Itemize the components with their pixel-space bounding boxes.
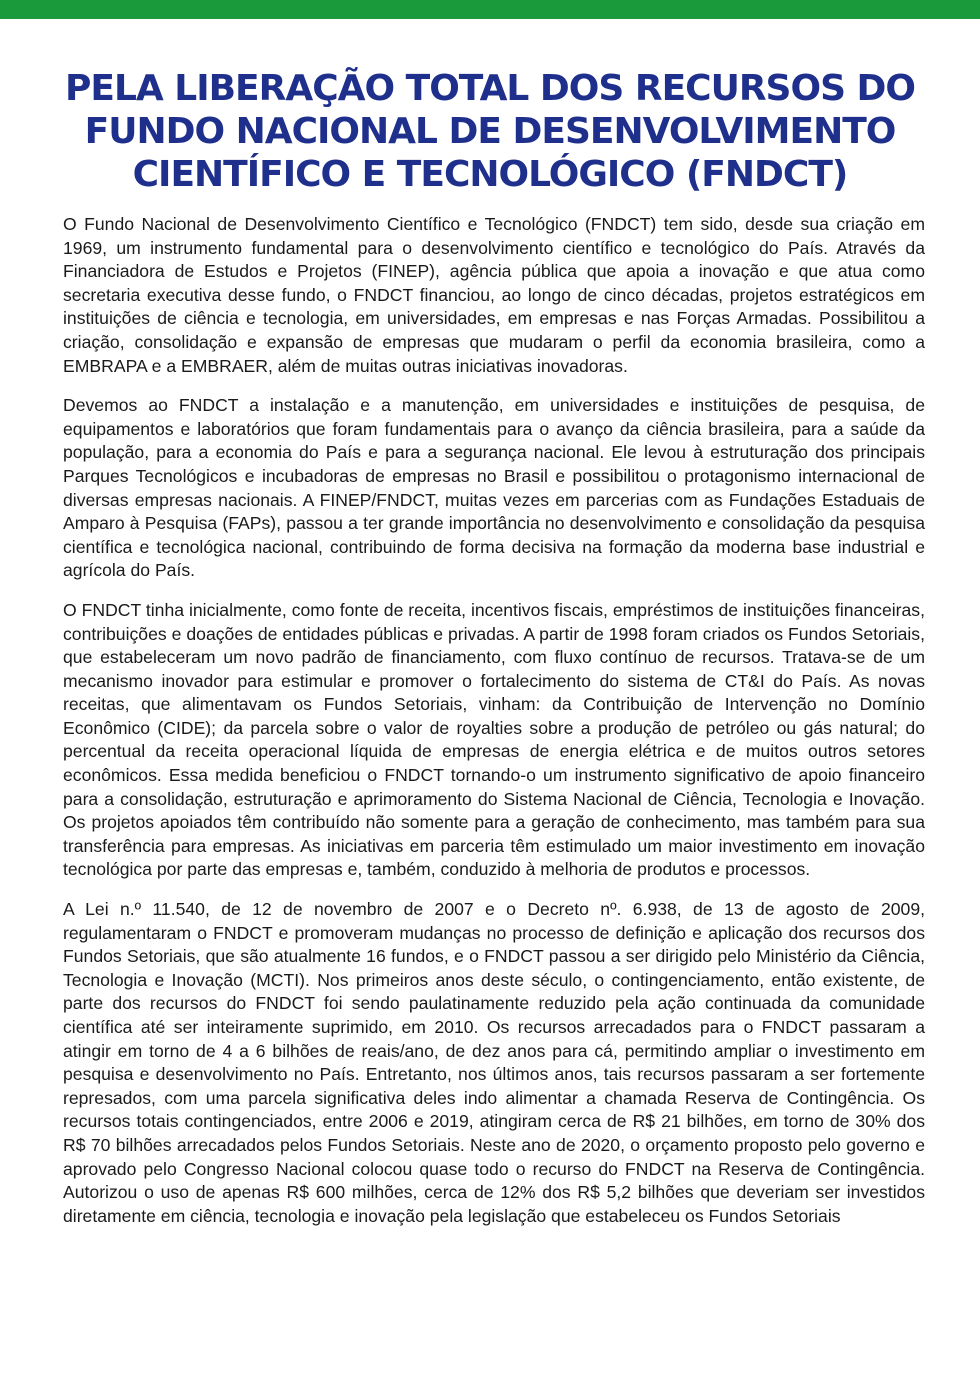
top-color-bar — [0, 0, 980, 19]
paragraph-2: Devemos ao FNDCT a instalação e a manutenção, em universidades e instituições de pesquisa, de equipamentos e laboratórios que foram fundamentais para o avanço da ciência brasileira, para a saúde da população, para a economia do País e para a segurança nacional. Ele levou à estruturação dos principais Parques Tecnológicos e incubadoras de empresas no Brasil e possibilitou o protagonismo internacional de diversas empresas nacionais. A FINEP/FNDCT, muitas vezes em parcerias com as Fundações Estaduais de Amparo à Pesquisa (FAPs), passou a ter grande importância no desenvolvimento e consolidação da pesquisa científica e tecnológica nacional, contribuindo de forma decisiva na formação da moderna base industrial e agrícola do País. — [63, 395, 925, 581]
paragraph-1: O Fundo Nacional de Desenvolvimento Científico e Tecnológico (FNDCT) tem sido, desde sua criação em 1969, um instrumento fundamental para o desenvolvimento científico e tecnológico do País. Através da Financiadora de Estudos e Projetos (FINEP), agência pública que apoia a inovação e que atua como secretaria executiva desse fundo, o FNDCT financiou, ao longo de cinco décadas, projetos estratégicos em instituições de ciência e tecnologia, em universidades, em empresas e nas Forças Armadas. Possibilitou a criação, consolidação e expansão de empresas que mudaram o perfil da economia brasileira, como a EMBRAPA e a EMBRAER, além de muitas outras iniciativas inovadoras. — [63, 214, 925, 376]
title-line-1: PELA LIBERAÇÃO TOTAL DOS RECURSOS DO — [64, 68, 916, 109]
paragraph-3: O FNDCT tinha inicialmente, como fonte de receita, incentivos fiscais, empréstimos de instituições financeiras, contribuições e doações de entidades públicas e privadas. A partir de 1998 foram criados os Fundos Setoriais, que estabeleceram um novo padrão de financiamento, com fluxo contínuo de recursos. Tratava-se de um mecanismo inovador para estimular e promover o fortalecimento do sistema de CT&I do País. As novas receitas, que alimentavam os Fundos Setoriais, vinham: da Contribuição de Intervenção no Domínio Econômico (CIDE); da parcela sobre o valor de royalties sobre a produção de petróleo ou gás natural; do percentual da receita operacional líquida de empresas de energia elétrica e de muitos outros setores econômicos. Essa medida beneficiou o FNDCT tornando-o um instrumento significativo de apoio financeiro para a consolidação, estruturação e aprimoramento do Sistema Nacional de Ciência, Tecnologia e Inovação. Os projetos apoiados têm contribuído não somente para a geração de conhecimento, mas também para sua transferência para empresas. As iniciativas em parceria têm estimulado um maior investimento em inovação tecnológica por parte das empresas e, também, conduzido à melhoria de produtos e processos. — [63, 599, 925, 880]
page-title — [40, 67, 940, 196]
title-line-3: CIENTÍFICO E TECNOLÓGICO (FNDCT) — [132, 154, 848, 195]
title-line-2: FUNDO NACIONAL DE DESENVOLVIMENTO — [84, 111, 896, 152]
paragraph-4: A Lei n.º 11.540, de 12 de novembro de 2007 e o Decreto nº. 6.938, de 13 de agosto de 2009, regulamentaram o FNDCT e promoveram mudanças no processo de definição e aplicação dos recursos dos Fundos Setoriais, que são atualmente 16 fundos, e o FNDCT passou a ser dirigido pelo Ministério da Ciência, Tecnologia e Inovação (MCTI). Nos primeiros anos deste século, o contingenciamento, então existente, de parte dos recursos do FNDCT foi sendo paulatinamente reduzido pela ação continuada da comunidade científica até ser inteiramente suprimido, em 2010. Os recursos arrecadados para o FNDCT passaram a atingir em torno de 4 a 6 bilhões de reais/ano, de dez anos para cá, permitindo ampliar o investimento em pesquisa e desenvolvimento no País. Entretanto, nos últimos anos, tais recursos passaram a ser fortemente represados, com uma parcela significativa deles indo alimentar a chamada Reserva de Contingência. Os recursos totais contingenciados, entre 2006 e 2019, atingiram cerca de R$ 21 bilhões, em torno de 30% dos R$ 70 bilhões arrecadados pelos Fundos Setoriais. Neste ano de 2020, o orçamento proposto pelo governo e aprovado pelo Congresso Nacional colocou quase todo o recurso do FNDCT na Reserva de Contingência. Autorizou o uso de apenas R$ 600 milhões, cerca de 12% dos R$ 5,2 bilhões que deveriam ser investidos diretamente em ciência, tecnologia e inovação pela legislação que estabeleceu os Fundos Setoriais — [63, 899, 925, 1226]
article-body — [63, 213, 925, 1244]
